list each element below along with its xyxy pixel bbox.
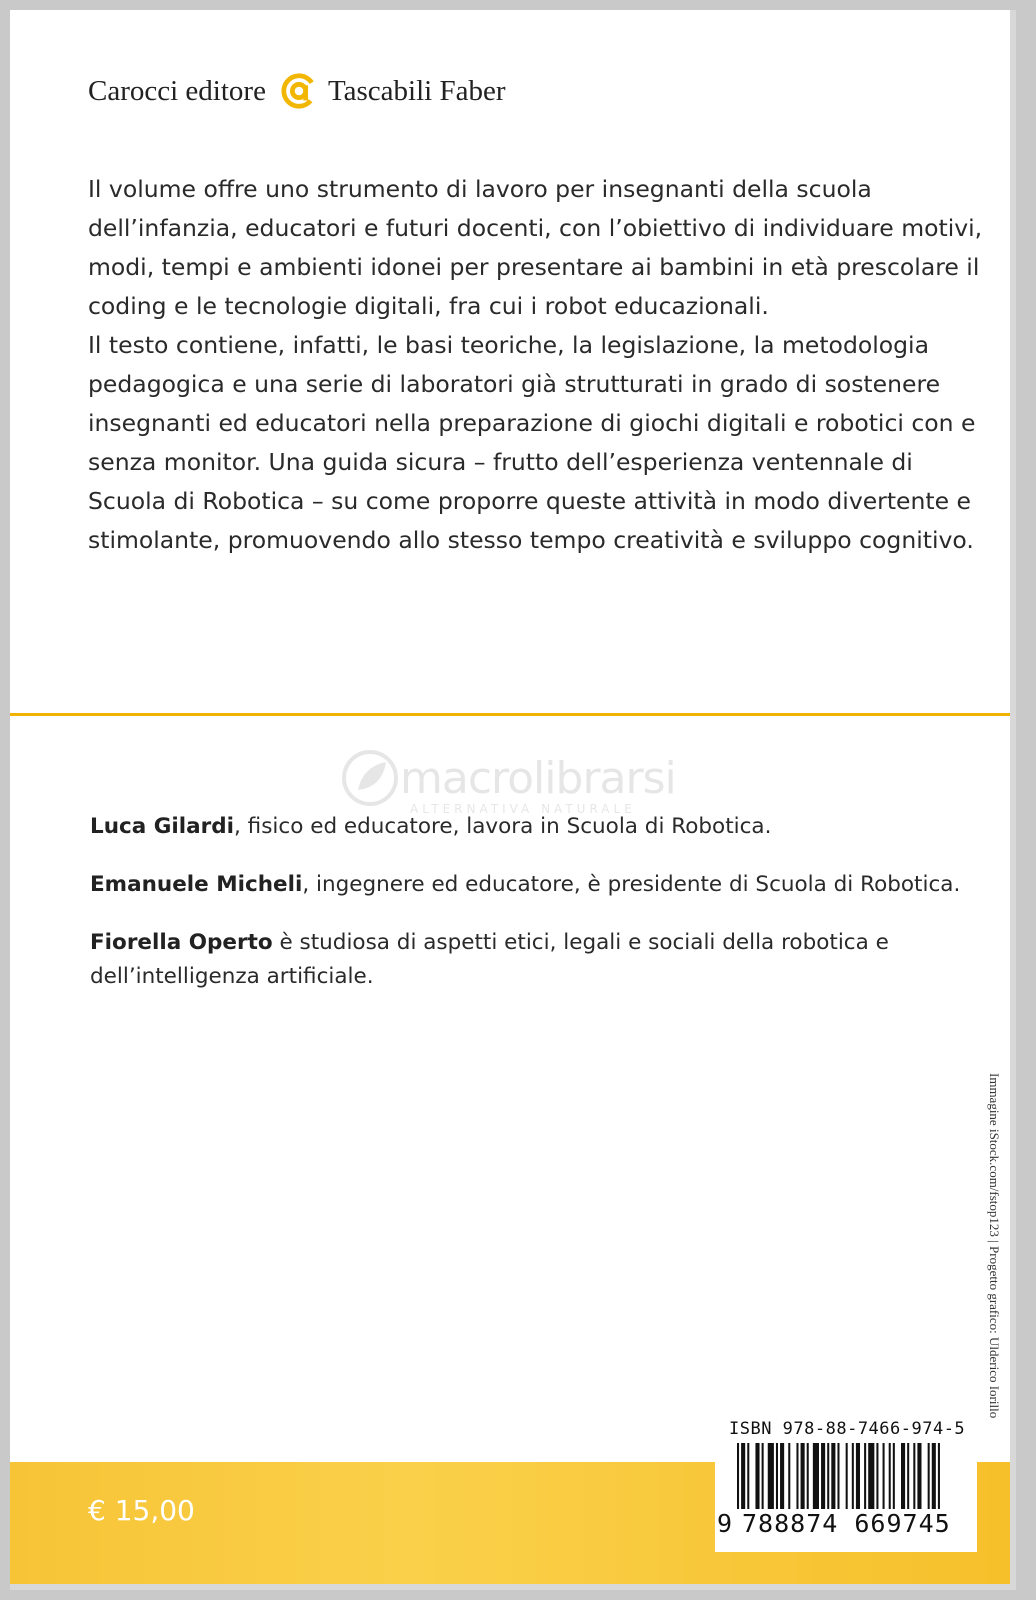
author-name: Luca Gilardi: [90, 814, 235, 839]
ean-remaining-digits: 788874 669745: [742, 1509, 951, 1538]
watermark: [340, 748, 676, 816]
ean-first-digit: 9: [717, 1509, 733, 1538]
description-paragraph-1: Il volume offre uno strumento di lavoro per insegnanti della scuola dell’infanzia, educatori e futuri docenti, con l’obiettivo di individuare motivi, modi, tempi e ambienti idonei per presentare ai bambini in età prescolare il coding e le tecnologie digitali, fra cui i robot educazionali.: [88, 175, 983, 320]
author-name: Fiorella Operto: [90, 930, 273, 955]
author-name: Emanuele Micheli: [90, 872, 303, 897]
watermark-tagline: ALTERNATIVA NATURALE: [410, 802, 636, 816]
publisher-name: Carocci editore: [88, 74, 266, 107]
price-label: € 15,00: [88, 1494, 195, 1527]
author-bio: è studiosa di aspetti etici, legali e sociali della robotica e dell’intelligenza artificiale.: [90, 930, 889, 989]
yellow-divider: [10, 713, 1010, 716]
author-bio: , ingegnere ed educatore, è presidente di Scuola di Robotica.: [302, 872, 961, 897]
barcode-panel: [715, 1407, 977, 1552]
image-credits: Immagine iStock.com/fstop123 | Progetto grafico: Ulderico Iorillo: [987, 1073, 1002, 1419]
book-description: [88, 170, 988, 560]
author-entry: [90, 926, 990, 994]
author-entry: [90, 868, 990, 902]
isbn-number: ISBN 978-88-7466-974-5: [729, 1419, 966, 1439]
description-paragraph-2: Il testo contiene, infatti, le basi teoriche, la legislazione, la metodologia pedagogica e una serie di laboratori già strutturati in grado di sostenere insegnanti ed educatori nella preparazione di giochi digitali e robotici con e senza monitor. Una guida sicura – frutto dell’esperienza ventennale di Scuola di Robotica – su come proporre queste attività in modo divertente e stimolante, promuovendo allo stesso tempo creatività e sviluppo cognitivo.: [88, 331, 976, 554]
leaf-logo-icon: [340, 748, 400, 808]
at-sign-logo-icon: [280, 72, 318, 110]
author-bio: , fisico ed educatore, lavora in Scuola di Robotica.: [234, 814, 772, 839]
publisher-header: [88, 72, 505, 110]
author-entry: [90, 810, 990, 844]
series-name: Tascabili Faber: [327, 74, 506, 107]
book-back-cover: [10, 10, 1016, 1590]
barcode-icon: [723, 1443, 969, 1513]
watermark-brand: macrolibrarsi: [400, 752, 676, 804]
authors-section: [90, 810, 990, 1018]
